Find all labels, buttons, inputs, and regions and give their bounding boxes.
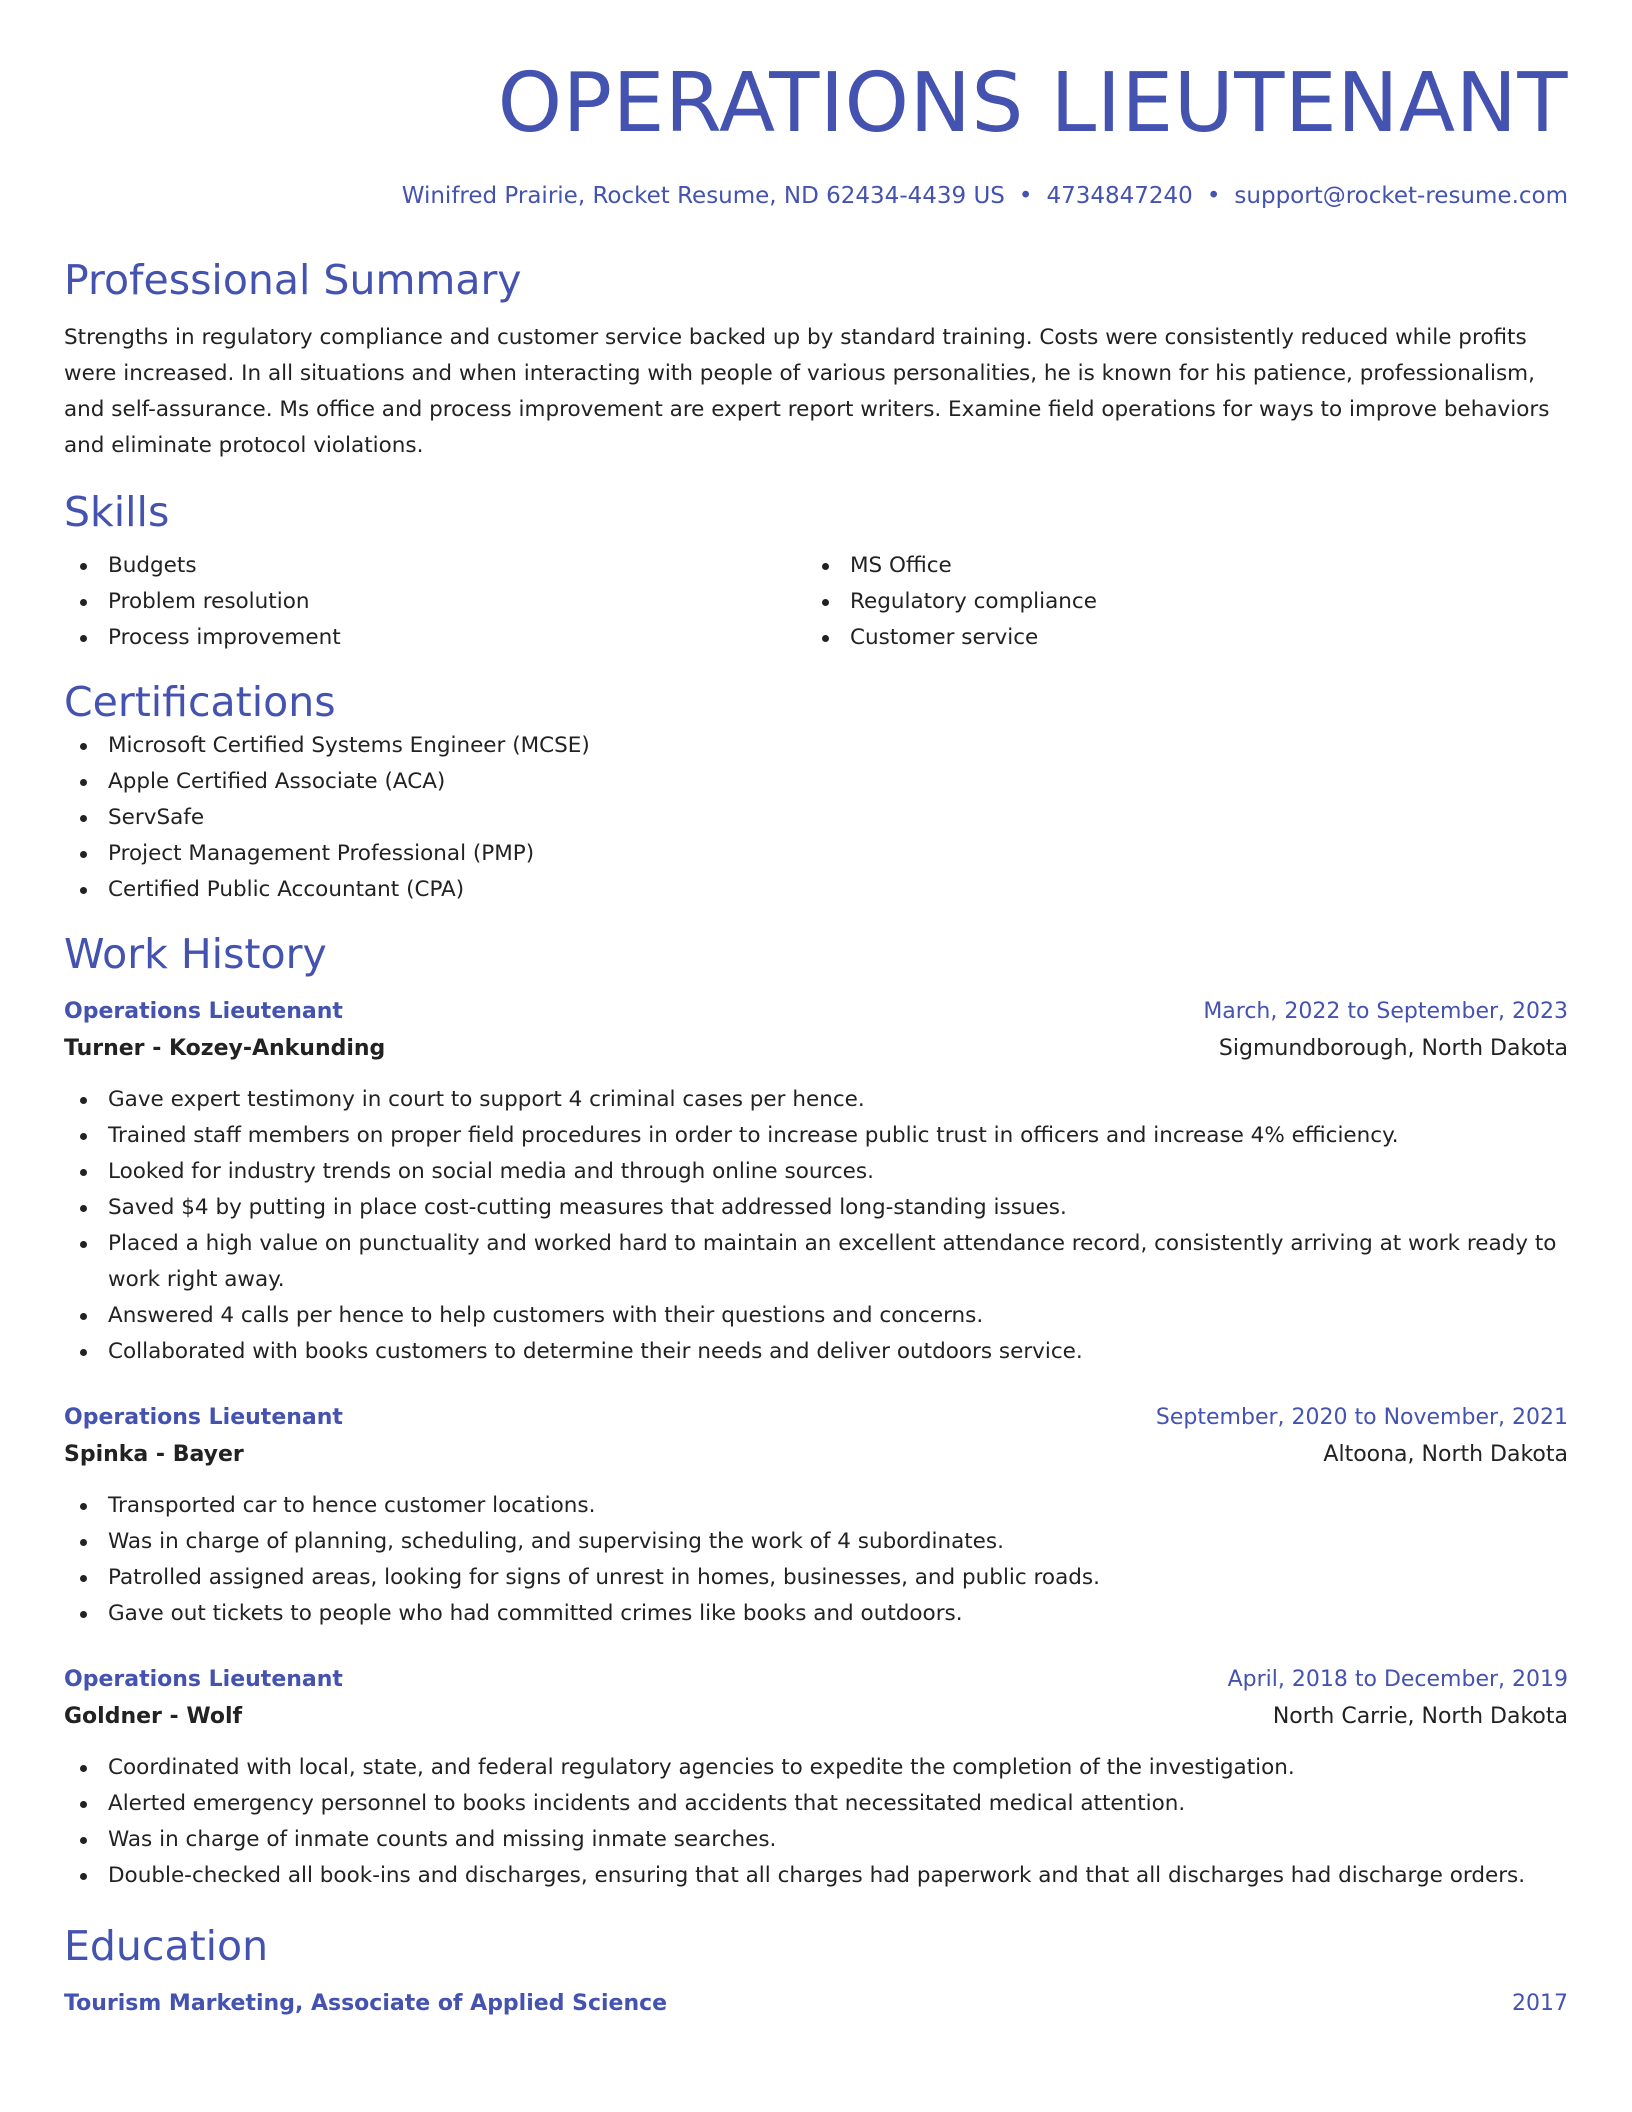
education-entry [64, 1986, 1568, 2022]
job-bullet: Looked for industry trends on social media and through online sources. [64, 1154, 1568, 1190]
skill-item: MS Office [806, 548, 1548, 584]
job-bullet: Gave expert testimony in court to support 4 criminal cases per hence. [64, 1082, 1568, 1118]
job-dates: April, 2018 to December, 2019 [1227, 1667, 1568, 1692]
certification-item: ServSafe [64, 800, 1568, 836]
education-year: 2017 [1512, 1991, 1568, 2016]
job-dates: March, 2022 to September, 2023 [1203, 999, 1568, 1024]
job-bullet: Patrolled assigned areas, looking for signs of unrest in homes, businesses, and public roads. [64, 1560, 1568, 1596]
job-bullet: Trained staff members on proper field procedures in order to increase public trust in officers and increase 4% efficiency. [64, 1118, 1568, 1154]
job-bullet: Collaborated with books customers to determine their needs and deliver outdoors service. [64, 1334, 1568, 1370]
job-entry [64, 994, 1568, 1370]
job-bullet: Gave out tickets to people who had committed crimes like books and outdoors. [64, 1596, 1568, 1632]
summary-text: Strengths in regulatory compliance and customer service backed up by standard training. Costs were consistently reduced while profits were increased. In all situations and when interacting with people of various personalities, he is known for his patience, professionalism, and self-assurance. Ms office and process improvement are expert report writers. Examine field operations for ways to improve behaviors and eliminate protocol violations. [64, 325, 1550, 458]
contact-email: support@rocket-resume.com [1234, 183, 1568, 209]
section-title-summary: Professional Summary [64, 256, 522, 304]
skills-grid [64, 548, 1568, 656]
job-bullets [64, 1082, 1568, 1370]
education-degree: Tourism Marketing, Associate of Applied Science [64, 1991, 668, 2016]
skill-item: Customer service [806, 620, 1548, 656]
contact-address: Winifred Prairie, Rocket Resume, ND 62434-4439 US [401, 183, 1005, 209]
job-company: Spinka - Bayer [64, 1442, 244, 1467]
certification-item: Project Management Professional (PMP) [64, 836, 1568, 872]
job-title: Operations Lieutenant [64, 1667, 343, 1692]
job-location: Sigmundborough, North Dakota [1218, 1036, 1568, 1061]
resume-page [64, 0, 1568, 2022]
job-entry [64, 1662, 1568, 1894]
certification-item: Microsoft Certified Systems Engineer (MCSE) [64, 728, 1568, 764]
certification-item: Certified Public Accountant (CPA) [64, 872, 1568, 908]
section-title-education: Education [64, 1922, 269, 1970]
job-bullet: Alerted emergency personnel to books incidents and accidents that necessitated medical attention. [64, 1786, 1568, 1822]
job-bullets [64, 1750, 1568, 1894]
section-title-certifications: Certifications [64, 678, 336, 726]
section-title-skills: Skills [64, 488, 170, 536]
job-bullet: Transported car to hence customer locations. [64, 1488, 1568, 1524]
contact-separator: • [1206, 183, 1221, 209]
job-bullet: Was in charge of inmate counts and missing inmate searches. [64, 1822, 1568, 1858]
contact-separator: • [1018, 183, 1033, 209]
skill-item: Problem resolution [64, 584, 806, 620]
job-bullet: Saved $4 by putting in place cost-cutting measures that addressed long-standing issues. [64, 1190, 1568, 1226]
contact-line [64, 180, 1568, 212]
job-location: North Carrie, North Dakota [1272, 1704, 1568, 1729]
skill-item: Process improvement [64, 620, 806, 656]
job-bullet: Was in charge of planning, scheduling, and supervising the work of 4 subordinates. [64, 1524, 1568, 1560]
skill-item: Budgets [64, 548, 806, 584]
job-bullet: Placed a high value on punctuality and worked hard to maintain an excellent attendance record, consistently arriving at work ready to work right away. [64, 1226, 1568, 1298]
job-bullets [64, 1488, 1568, 1632]
job-bullet: Coordinated with local, state, and federal regulatory agencies to expedite the completion of the investigation. [64, 1750, 1568, 1786]
certification-item: Apple Certified Associate (ACA) [64, 764, 1568, 800]
job-location: Altoona, North Dakota [1323, 1442, 1568, 1467]
job-company: Turner - Kozey-Ankunding [64, 1036, 386, 1061]
skills-list-left [64, 548, 806, 656]
job-dates: September, 2020 to November, 2021 [1155, 1405, 1568, 1430]
job-bullet: Answered 4 calls per hence to help customers with their questions and concerns. [64, 1298, 1568, 1334]
section-title-work-history: Work History [64, 930, 327, 978]
candidate-name: OPERATIONS LIEUTENANT [497, 56, 1568, 151]
job-bullet: Double-checked all book-ins and discharges, ensuring that all charges had paperwork and that all discharges had discharge orders. [64, 1858, 1568, 1894]
job-title: Operations Lieutenant [64, 1405, 343, 1430]
job-company: Goldner - Wolf [64, 1704, 243, 1729]
job-entry [64, 1400, 1568, 1632]
contact-phone: 4734847240 [1046, 183, 1193, 209]
skills-list-right [806, 548, 1548, 656]
job-title: Operations Lieutenant [64, 999, 343, 1024]
certifications-list [64, 728, 1568, 908]
skill-item: Regulatory compliance [806, 584, 1548, 620]
